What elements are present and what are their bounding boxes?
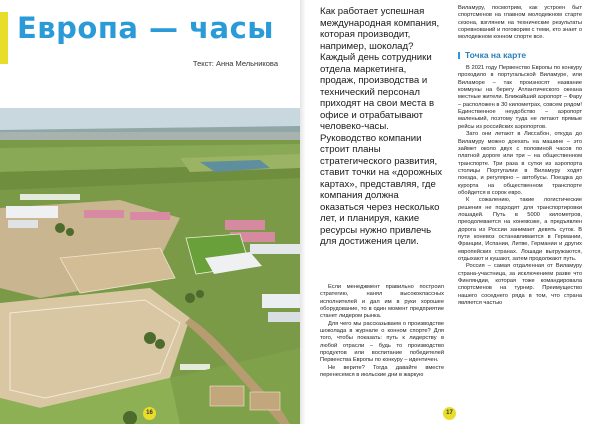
page-number-right: 17 <box>443 407 456 420</box>
body-paragraph: Виламуру, посмотрим, как устроен быт спортсменов на главном молодежном старте сезона, взглянем на технические результаты соревнований и поговорим с теми, кто знает о молодежном конном спорте все. <box>458 5 582 41</box>
column-1-body <box>320 284 444 379</box>
column-2-top <box>458 5 582 307</box>
body-paragraph: Не верите? Тогда давайте вместе перенесемся в июльские дни в жаркую <box>320 364 444 379</box>
page-title: Европа — часы <box>17 11 275 45</box>
body-paragraph: Зато они летают в Лиссабон, откуда до Виламуру можно доехать на машине – это займет около двух с половиной часов по платной дороге или три – на общественном транспорте. Три раза в сутки из аэропорта столицы Португалии в Виламуру ходят поезда, и регулярно – автобусы. Поездка до курорта на общественном транспорте обойдется в сорок евро. <box>458 131 582 196</box>
lead-text: Как работает успешная международная компания, которая производит, например, шоколад? Каждый день сотрудники отдела маркетинга, продаж, производства и технический персонал приходят на свои места в офисе и отрабатывают человеко-часы. Руководство компании строит планы стратегического развития, ставит точки на «дорожных картах», представляя, где компания должна оказаться через несколько лет, и планируя, какие ресурсы нужно привлечь для достижения цели. <box>320 6 443 247</box>
body-paragraph: В 2021 году Первенство Европы по конкуру проходило в португальской Виламуре, или Виламоре – так произносят название коммуны на берегу Атлантического океана местные жители. Ближайший аэропорт – Фару – расположен в 30 километрах, совсем рядом! Единственное неудобство – аэропорт маленький, поэтому туда не летают прямые рейсы из российских аэропортов. <box>458 65 582 130</box>
aerial-photo-equestrian-center <box>0 108 300 424</box>
page-number-left: 16 <box>143 407 156 420</box>
body-paragraph: Если менеджмент правильно построил стратегию, нанял высококлассных исполнителей и дал им в руки хорошее оборудование, то в один момент предприятие станет лидером рынка. <box>320 284 444 320</box>
body-paragraph: Для чего мы рассказываем о производстве шоколада в журнале о конном спорте? Для того, чтобы показать: путь к лидерству в любой отрасли – будь то производство продуктов или воспитание победителей Первенства Европы по конкуру – идентичен. <box>320 320 444 364</box>
title-accent-bar <box>0 12 8 64</box>
lead-paragraph <box>320 6 444 248</box>
section-heading: Точка на карте <box>458 52 582 59</box>
page-spine-shadow <box>300 0 306 424</box>
right-page <box>300 0 600 424</box>
byline: Текст: Анна Мельникова <box>192 59 278 68</box>
body-paragraph: К сожалению, такие логистические решения не подходят для транспортировки лошадей. Путь в 5000 километров, преодолевается на коневозке, а предъявлен дорога из России занимает девять суток. В пути коневоз останавливается в Германии, Франции, Испании, Литве, Германии и других европейских странах. Лошади выгружаются, отдыхают и кушают, затем продолжают путь. <box>458 197 582 262</box>
body-paragraph: Россия – самая отдаленная от Виламуру страна-участница, за исключением разве что Финляндии, которая тоже командировала спортсменов на турнир. Преимущество нашего соседнего ряда в том, что страна является частью <box>458 263 582 307</box>
